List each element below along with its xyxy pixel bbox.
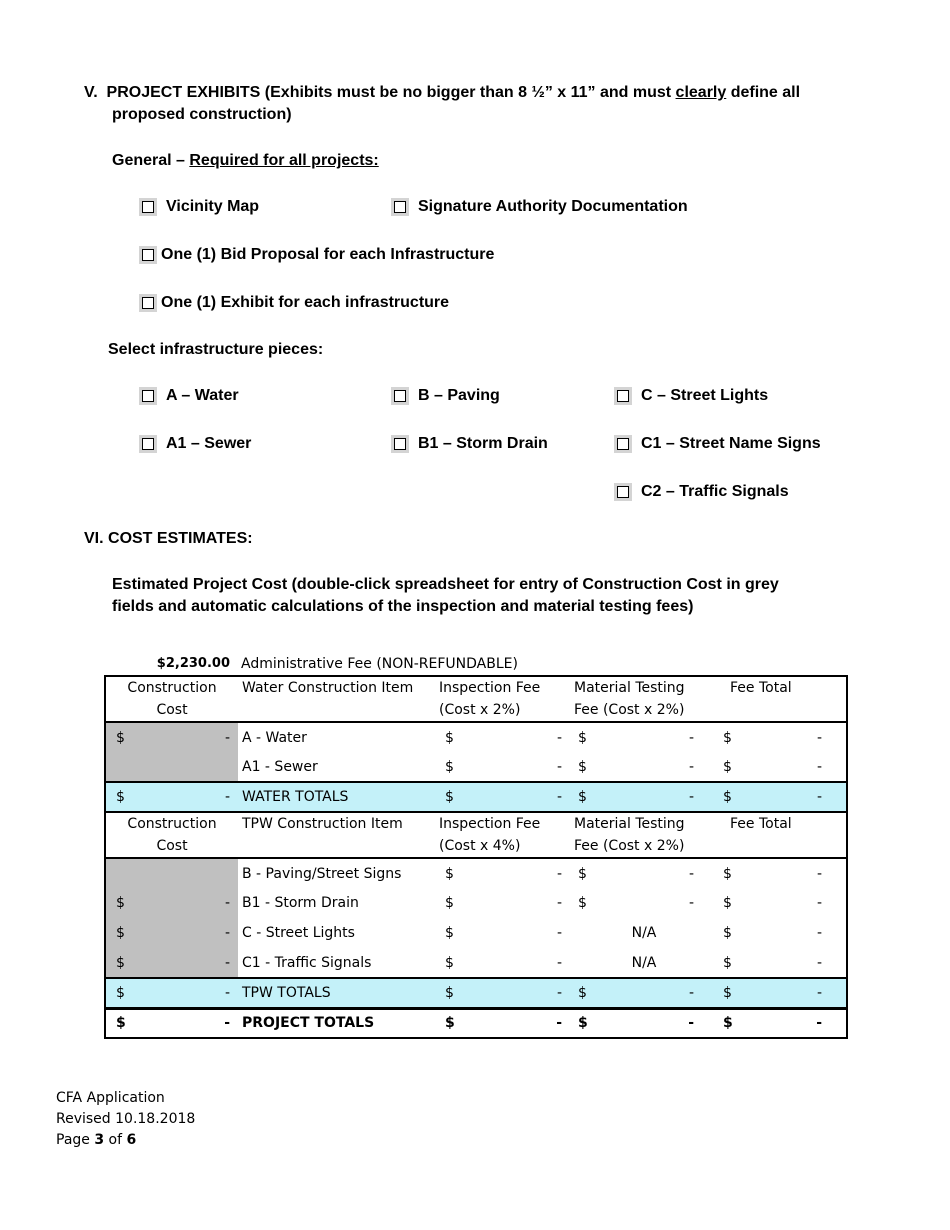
project-totals-material: $ -	[570, 1008, 718, 1038]
checkbox-b1-storm-drain[interactable]	[391, 435, 409, 453]
project-totals-inspection: $ -	[435, 1008, 570, 1038]
water-totals-row	[105, 782, 847, 812]
header-construction-cost-line-1: Construction	[127, 816, 217, 832]
header-construction-cost	[105, 676, 238, 722]
material-fee-value: $ -	[570, 722, 718, 752]
inspection-fee-value: $ -	[435, 858, 570, 888]
project-totals-label: PROJECT TOTALS	[238, 1008, 435, 1038]
checkbox-c1-street-name-signs[interactable]	[614, 435, 632, 453]
section-vi-heading: VI. COST ESTIMATES:	[84, 530, 253, 547]
tpw-totals-material: $ -	[570, 978, 718, 1008]
header-fee-total: Fee Total	[730, 816, 792, 832]
checkbox-c-street-lights[interactable]	[614, 387, 632, 405]
checkbox-a-water[interactable]	[139, 387, 157, 405]
admin-fee-label: Administrative Fee (NON-REFUNDABLE)	[241, 656, 518, 672]
row-label: C - Street Lights	[242, 925, 355, 941]
construction-cost-input[interactable]: $ -	[105, 888, 238, 918]
label-b-paving: B – Paving	[418, 387, 500, 404]
material-fee-value: N/A	[631, 954, 657, 971]
checkbox-b-paving[interactable]	[391, 387, 409, 405]
header-inspection-fee	[435, 676, 570, 722]
header-inspection-fee-line-1: Inspection Fee	[439, 680, 541, 696]
table-row	[105, 858, 847, 888]
header-fee-total: Fee Total	[730, 680, 792, 696]
header-water-item: Water Construction Item	[242, 680, 414, 696]
header-construction-cost-line-2: Cost	[156, 702, 188, 718]
header-inspection-fee-line-2: (Cost x 4%)	[439, 838, 521, 854]
general-prefix: General –	[112, 152, 190, 169]
project-totals-fee: $ -	[718, 1008, 847, 1038]
label-c2-traffic-signals: C2 – Traffic Signals	[641, 483, 789, 500]
general-required: Required for all projects:	[189, 152, 379, 169]
header-tpw-item: TPW Construction Item	[242, 816, 403, 832]
row-label: A - Water	[238, 722, 435, 752]
label-c-street-lights: C – Street Lights	[641, 387, 769, 404]
inspection-fee-value: $ -	[435, 722, 570, 752]
fee-total-value: $ -	[723, 895, 822, 911]
water-header-row	[105, 676, 847, 722]
tpw-totals-label: TPW TOTALS	[238, 978, 435, 1008]
tpw-totals-inspection: $ -	[435, 978, 570, 1008]
row-label: B1 - Storm Drain	[242, 895, 359, 911]
checkbox-exhibit[interactable]	[139, 294, 157, 312]
header-inspection-fee-line-2: (Cost x 2%)	[439, 702, 521, 718]
label-signature-authority: Signature Authority Documentation	[418, 198, 688, 215]
label-b1-storm-drain: B1 – Storm Drain	[418, 435, 548, 452]
checkbox-signature-authority[interactable]	[391, 198, 409, 216]
construction-cost-input[interactable]: $ -	[105, 918, 238, 948]
header-material-testing-line-2: Fee (Cost x 2%)	[574, 838, 685, 854]
header-construction-cost-line-2: Cost	[156, 838, 188, 854]
section-v-heading	[84, 82, 874, 104]
material-fee-value: $ -	[570, 858, 718, 888]
material-fee-value: $ -	[578, 895, 694, 911]
footer-app-name: CFA Application	[56, 1090, 165, 1106]
section-number: V.	[84, 84, 98, 101]
header-construction-cost-line-1: Construction	[127, 680, 217, 696]
cost-estimate-table	[104, 675, 848, 1039]
fee-total-value: $ -	[723, 925, 822, 941]
water-totals-label: WATER TOTALS	[238, 782, 435, 812]
header-inspection-fee	[435, 812, 570, 858]
project-totals-row	[105, 1008, 847, 1038]
header-material-testing-line-2: Fee (Cost x 2%)	[574, 702, 685, 718]
water-totals-material: $ -	[570, 782, 718, 812]
row-label: A1 - Sewer	[242, 758, 318, 775]
label-c1-street-name-signs: C1 – Street Name Signs	[641, 435, 821, 452]
inspection-fee-value: $ -	[445, 895, 562, 911]
label-exhibit: One (1) Exhibit for each infrastructure	[161, 294, 450, 311]
label-a-water: A – Water	[166, 387, 239, 404]
header-inspection-fee-line-1: Inspection Fee	[439, 816, 541, 832]
project-totals-cost: $ -	[105, 1008, 238, 1038]
material-fee-value: N/A	[631, 925, 657, 941]
header-material-testing-line-1: Material Testing	[574, 680, 685, 696]
inspection-fee-value: $ -	[445, 758, 562, 775]
table-row	[105, 918, 847, 948]
section-title-underlined: clearly	[675, 84, 727, 101]
table-row	[105, 888, 847, 918]
cost-note-line-1: Estimated Project Cost (double-click spreadsheet for entry of Construction Cost in grey	[112, 576, 779, 593]
water-totals-fee: $ -	[718, 782, 847, 812]
header-construction-cost	[105, 812, 238, 858]
row-label: C1 - Traffic Signals	[242, 954, 372, 971]
inspection-fee-value: $ -	[445, 954, 562, 971]
fee-total-value: $ -	[723, 954, 822, 971]
table-row	[105, 752, 847, 782]
water-totals-cost: $ -	[105, 782, 238, 812]
label-vicinity-map: Vicinity Map	[166, 198, 260, 215]
construction-cost-input[interactable]	[105, 752, 238, 782]
checkbox-a1-sewer[interactable]	[139, 435, 157, 453]
tpw-totals-cost: $ -	[105, 978, 238, 1008]
construction-cost-input[interactable]: $ -	[105, 722, 238, 752]
label-bid-proposal: One (1) Bid Proposal for each Infrastructure	[161, 246, 495, 263]
material-fee-value: $ -	[578, 758, 694, 775]
header-material-testing	[570, 812, 718, 858]
row-label: B - Paving/Street Signs	[238, 858, 435, 888]
section-title-part-1: PROJECT EXHIBITS (Exhibits must be no bigger than 8 ½” x 11” and must	[106, 84, 676, 101]
tpw-totals-row	[105, 978, 847, 1008]
construction-cost-input[interactable]: $ -	[105, 948, 238, 978]
fee-total-value: $ -	[723, 758, 822, 775]
header-material-testing	[570, 676, 718, 722]
fee-total-value: $ -	[718, 858, 847, 888]
table-row	[105, 722, 847, 752]
header-material-testing-line-1: Material Testing	[574, 816, 685, 832]
cost-note-line-2: fields and automatic calculations of the inspection and material testing fees)	[112, 598, 694, 615]
checkbox-vicinity-map[interactable]	[139, 198, 157, 216]
fee-total-value: $ -	[718, 722, 847, 752]
tpw-header-row	[105, 812, 847, 858]
footer-revision: Revised 10.18.2018	[56, 1111, 196, 1127]
select-infrastructure-label: Select infrastructure pieces:	[108, 341, 324, 358]
construction-cost-input[interactable]	[105, 858, 238, 888]
section-v-heading-line-2: proposed construction)	[112, 106, 292, 123]
inspection-fee-value: $ -	[445, 925, 562, 941]
tpw-totals-fee: $ -	[718, 978, 847, 1008]
footer-page-number: Page 3 of 6	[56, 1132, 137, 1148]
checkbox-c2-traffic-signals[interactable]	[614, 483, 632, 501]
water-totals-inspection: $ -	[435, 782, 570, 812]
footer	[56, 1088, 195, 1151]
section-title-part-2: define all	[726, 84, 801, 101]
table-row	[105, 948, 847, 978]
checkbox-bid-proposal[interactable]	[139, 246, 157, 264]
admin-fee-amount: $2,230.00	[156, 656, 230, 671]
general-label	[112, 150, 379, 172]
label-a1-sewer: A1 – Sewer	[166, 435, 252, 452]
